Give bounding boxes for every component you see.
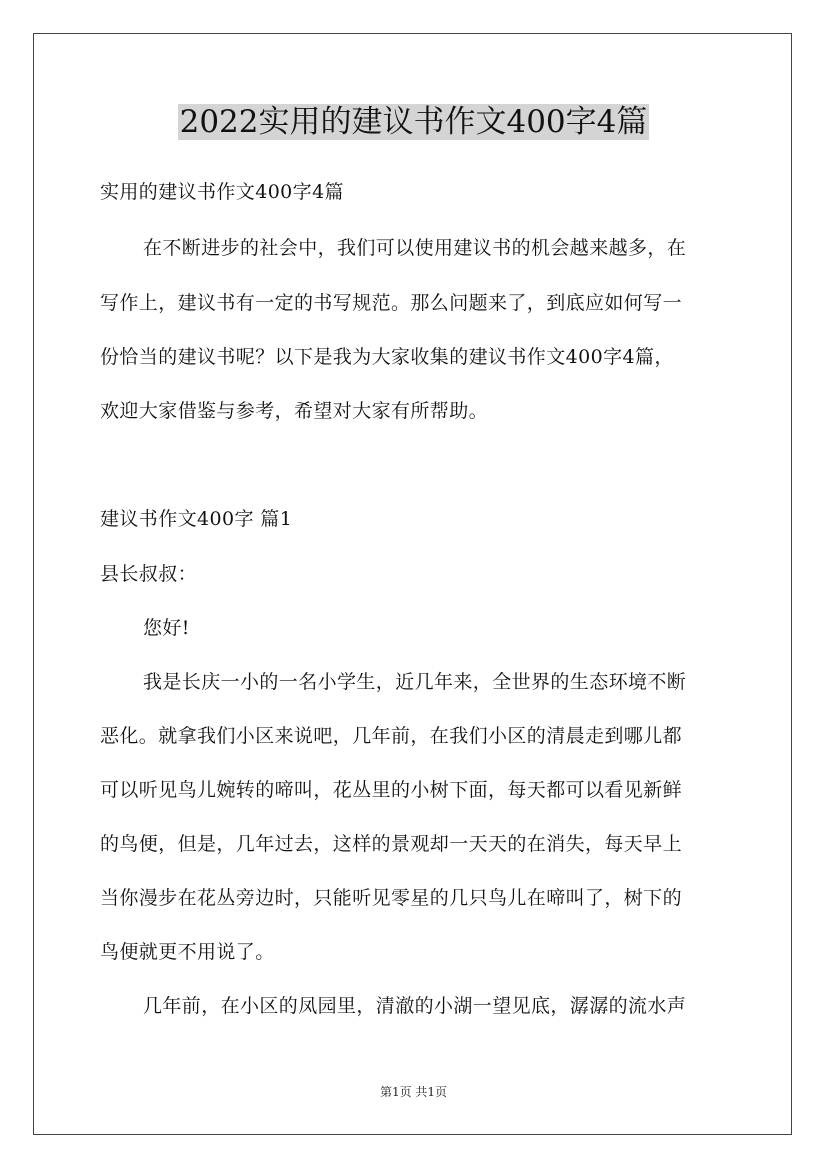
- body-line: 恶化。就拿我们小区来说吧，几年前，在我们小区的清晨走到哪儿都: [100, 725, 683, 747]
- intro-line: 写作上，建议书有一定的书写规范。那么问题来了，到底应如何写一: [100, 292, 683, 314]
- body-line: 鸟便就更不用说了。: [100, 941, 275, 963]
- section-heading: 建议书作文400字 篇1: [100, 508, 293, 530]
- greeting: 您好!: [143, 617, 190, 639]
- body-line: 的鸟便，但是，几年过去，这样的景观却一天天的在消失，每天早上: [100, 833, 683, 855]
- body-line: 几年前，在小区的凤园里，清澈的小湖一望见底，潺潺的流水声: [143, 995, 687, 1017]
- body-line: 我是长庆一小的一名小学生，近几年来，全世界的生态环境不断: [143, 671, 687, 693]
- document-title-text: 2022实用的建议书作文400字4篇: [179, 104, 648, 140]
- intro-line: 份恰当的建议书呢？以下是我为大家收集的建议书作文400字4篇，: [100, 346, 674, 368]
- body-line: 可以听见鸟儿婉转的啼叫，花丛里的小树下面，每天都可以看见新鲜: [100, 779, 683, 801]
- body-line: 当你漫步在花丛旁边时，只能听见零星的几只鸟儿在啼叫了，树下的: [100, 887, 683, 909]
- intro-line: 欢迎大家借鉴与参考，希望对大家有所帮助。: [100, 400, 489, 422]
- document-subtitle: 实用的建议书作文400字4篇: [100, 181, 344, 203]
- intro-line: 在不断进步的社会中，我们可以使用建议书的机会越来越多，在: [143, 237, 687, 259]
- document-title: [0, 100, 827, 144]
- salutation: 县长叔叔：: [100, 563, 198, 585]
- page-number: 第1页 共1页: [379, 1085, 448, 1099]
